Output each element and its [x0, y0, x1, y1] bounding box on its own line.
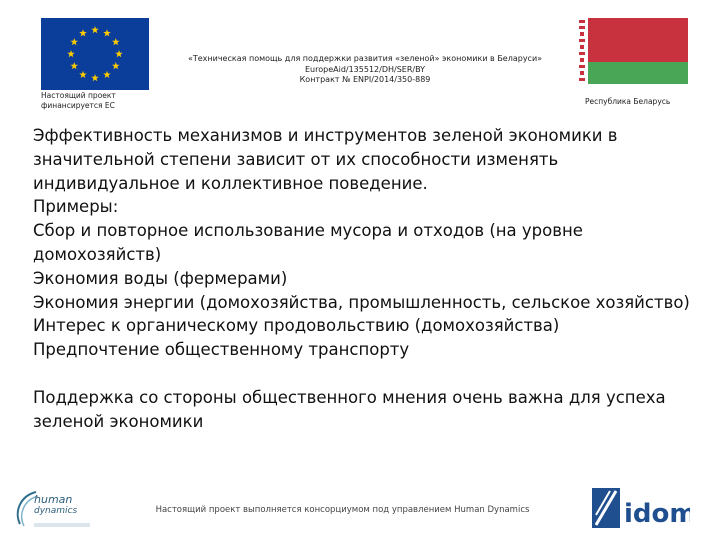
idom-logo — [590, 485, 690, 531]
belarus-caption: Республика Беларусь — [585, 97, 671, 106]
example-item: Экономия воды (фермерами) — [33, 268, 288, 288]
eu-flag-image — [41, 18, 149, 90]
example-item: Предпочтение общественному транспорту — [33, 340, 410, 360]
example-item: Сбор и повторное использование мусора и отходов (на уровне домохозяйств) — [33, 221, 583, 264]
spacer — [33, 362, 698, 386]
slide-body — [33, 124, 698, 434]
eu-funding-caption: Настоящий проект финансируется ЕС — [41, 91, 116, 110]
project-title: «Техническая помощь для поддержки развития «зеленой» экономики в Беларуси» — [187, 54, 543, 63]
human-dynamics-logo — [10, 486, 110, 532]
examples-heading: Примеры: — [33, 197, 119, 217]
conclusion-paragraph: Поддержка со стороны общественного мнения очень важна для успеха зеленой экономики — [33, 387, 666, 431]
hd-logo-word-2: dynamics — [34, 506, 78, 516]
example-item: Экономия энергии (домохозяйства, промышленность, сельское хозяйство) — [33, 292, 690, 312]
project-header — [150, 54, 580, 86]
contract-number: Контракт № ENPI/2014/350-889 — [299, 75, 431, 84]
intro-paragraph: Эффективность механизмов и инструментов зеленой экономики в значительной степени зависит от их способности изменять индивидуальное и коллективное поведение. — [33, 126, 618, 193]
example-item: Интерес к органическому продовольствию (домохозяйства) — [33, 316, 560, 336]
eu-flag-stars — [41, 18, 149, 90]
hd-logo-word-1: human — [34, 493, 73, 506]
project-reference: EuropeAid/135512/DH/SER/BY — [304, 64, 426, 74]
belarus-flag-image — [576, 18, 688, 84]
idom-logo-text: idom — [624, 499, 690, 529]
footer-note: Настоящий проект выполняется консорциумом под управлением Human Dynamics — [155, 505, 530, 515]
